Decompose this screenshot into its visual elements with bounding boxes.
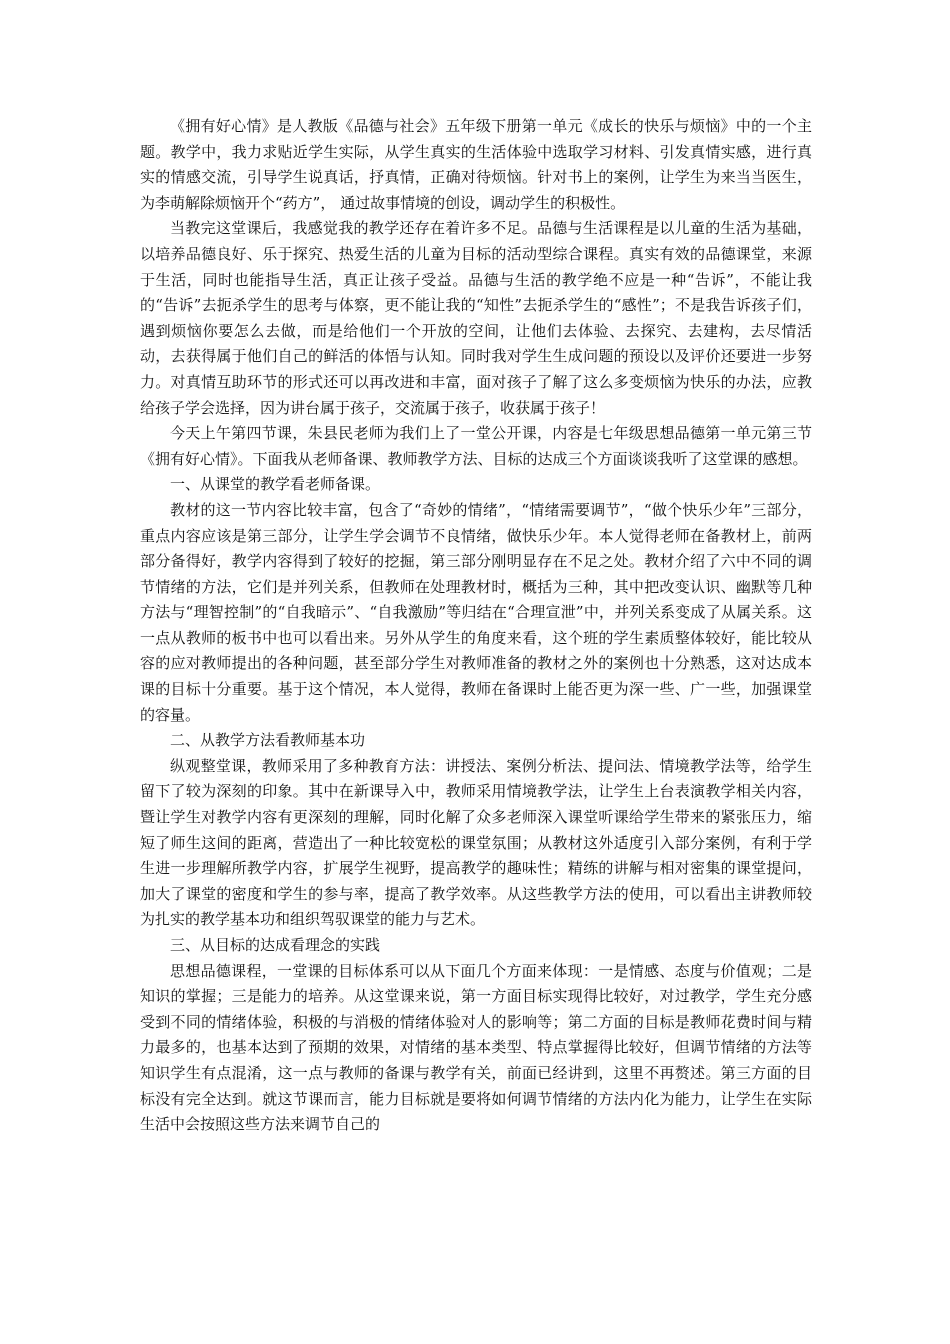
- section-heading-goals: 三、从目标的达成看理念的实践: [170, 936, 381, 954]
- paragraph-observation-intro: 今天上午第四节课，朱县民老师为我们上了一堂公开课，内容是七年级思想品德第一单元第三节《拥有好心情》。下面我从老师备课、教师教学方法、目标的达成三个方面谈谈我听了这堂课的感想。: [140, 424, 812, 468]
- section-heading-lesson-prep: 一、从课堂的教学看老师备课。: [170, 475, 381, 494]
- paragraph-teaching-methods: 纵观整堂课，教师采用了多种教育方法：讲授法、案例分析法、提问法、情境教学法等，给学生留下了较为深刻的印象。其中在新课导入中，教师采用情境教学法，让学生上台表演教学相关内容，暨让学生对教学内容有更深刻的理解，同时化解了众多老师深入课堂听课给学生带来的紧张压力，缩短了师生这间的距离，营造出了一种比较宽松的课堂氛围；从教材这外适度引入部分案例，有利于学生进一步理解所教学内容，扩展学生视野，提高教学的趣味性；精练的讲解与相对密集的课堂提问，加大了课堂的密度和学生的参与率，提高了教学效率。从这些教学方法的使用，可以看出主讲教师较为扎实的教学基本功和组织驾驭课堂的能力与艺术。: [140, 756, 812, 929]
- paragraph-lesson-intro: 《拥有好心情》是人教版《品德与社会》五年级下册第一单元《成长的快乐与烦恼》中的一个主题。教学中，我力求贴近学生实际，从学生真实的生活体验中选取学习材料、引发真情实感，进行真实的情感交流，引导学生说真话，抒真情，正确对待烦恼。针对书上的案例，让学生为来当当医生，为李萌解除烦恼开个“药方”， 通过故事情境的创设，调动学生的积极性。: [140, 117, 812, 212]
- section-heading-teaching-methods: 二、从教学方法看教师基本功: [170, 731, 366, 750]
- paragraph-lesson-prep: 教材的这一节内容比较丰富，包含了“奇妙的情绪”，“情绪需要调节”，“做个快乐少年”三部分，重点内容应该是第三部分，让学生学会调节不良情绪，做快乐少年。本人觉得老师在备教材上，前两部分备得好，教学内容得到了较好的挖掘，第三部分刚明显存在不足之处。教材介绍了六中不同的调节情绪的方法，它们是并列关系，但教师在处理教材时，概括为三种，其中把改变认识、幽默等几种方法与“理智控制”的“自我暗示”、“自我激励”等归结在“合理宣泄”中，并列关系变成了从属关系。这一点从教师的板书中也可以看出来。另外从学生的角度来看，这个班的学生素质整体较好，能比较从容的应对教师提出的各种问题，甚至部分学生对教师准备的教材之外的案例也十分熟悉，这对达成本课的目标十分重要。基于这个情况，本人觉得，教师在备课时上能否更为深一些、广一些，加强课堂的容量。: [140, 500, 812, 724]
- paragraph-reflection: 当教完这堂课后，我感觉我的教学还存在着许多不足。品德与生活课程是以儿童的生活为基础，以培养品德良好、乐于探究、热爱生活的儿童为目标的活动型综合课程。真实有效的品德课堂，来源于生活，同时也能指导生活，真正让孩子受益。品德与生活的教学绝不应是一种“告诉”，不能让我的“告诉”去扼杀学生的思考与体察，更不能让我的“知性”去扼杀学生的“感性”；不是我告诉孩子们，遇到烦恼你要怎么去做，而是给他们一个开放的空间，让他们去体验、去探究、去建构，去尽情活动，去获得属于他们自己的鲜活的体悟与认知。同时我对学生生成问题的预设以及评价还要进一步努力。对真情互助环节的形式还可以再改进和丰富，面对孩子了解了这么多变烦恼为快乐的办法，应教给孩子学会选择，因为讲台属于孩子，交流属于孩子，收获属于孩子！: [140, 219, 812, 417]
- paragraph-goals: 思想品德课程，一堂课的目标体系可以从下面几个方面来体现：一是情感、态度与价值观；二是知识的掌握；三是能力的培养。从这堂课来说，第一方面目标实现得比较好，对过教学，学生充分感受到不同的情绪体验，积极的与消极的情绪体验对人的影响等；第二方面的目标是教师花费时间与精力最多的，也基本达到了预期的效果，对情绪的基本类型、特点掌握得比较好，但调节情绪的方法等知识学生有点混淆，这一点与教师的备课与教学有关，前面已经讲到，这里不再赘述。第三方面的目标没有完全达到。就这节课而言，能力目标就是要将如何调节情绪的方法内化为能力，让学生在实际生活中会按照这些方法来调节自己的: [140, 961, 812, 1134]
- document-body: [140, 114, 812, 1138]
